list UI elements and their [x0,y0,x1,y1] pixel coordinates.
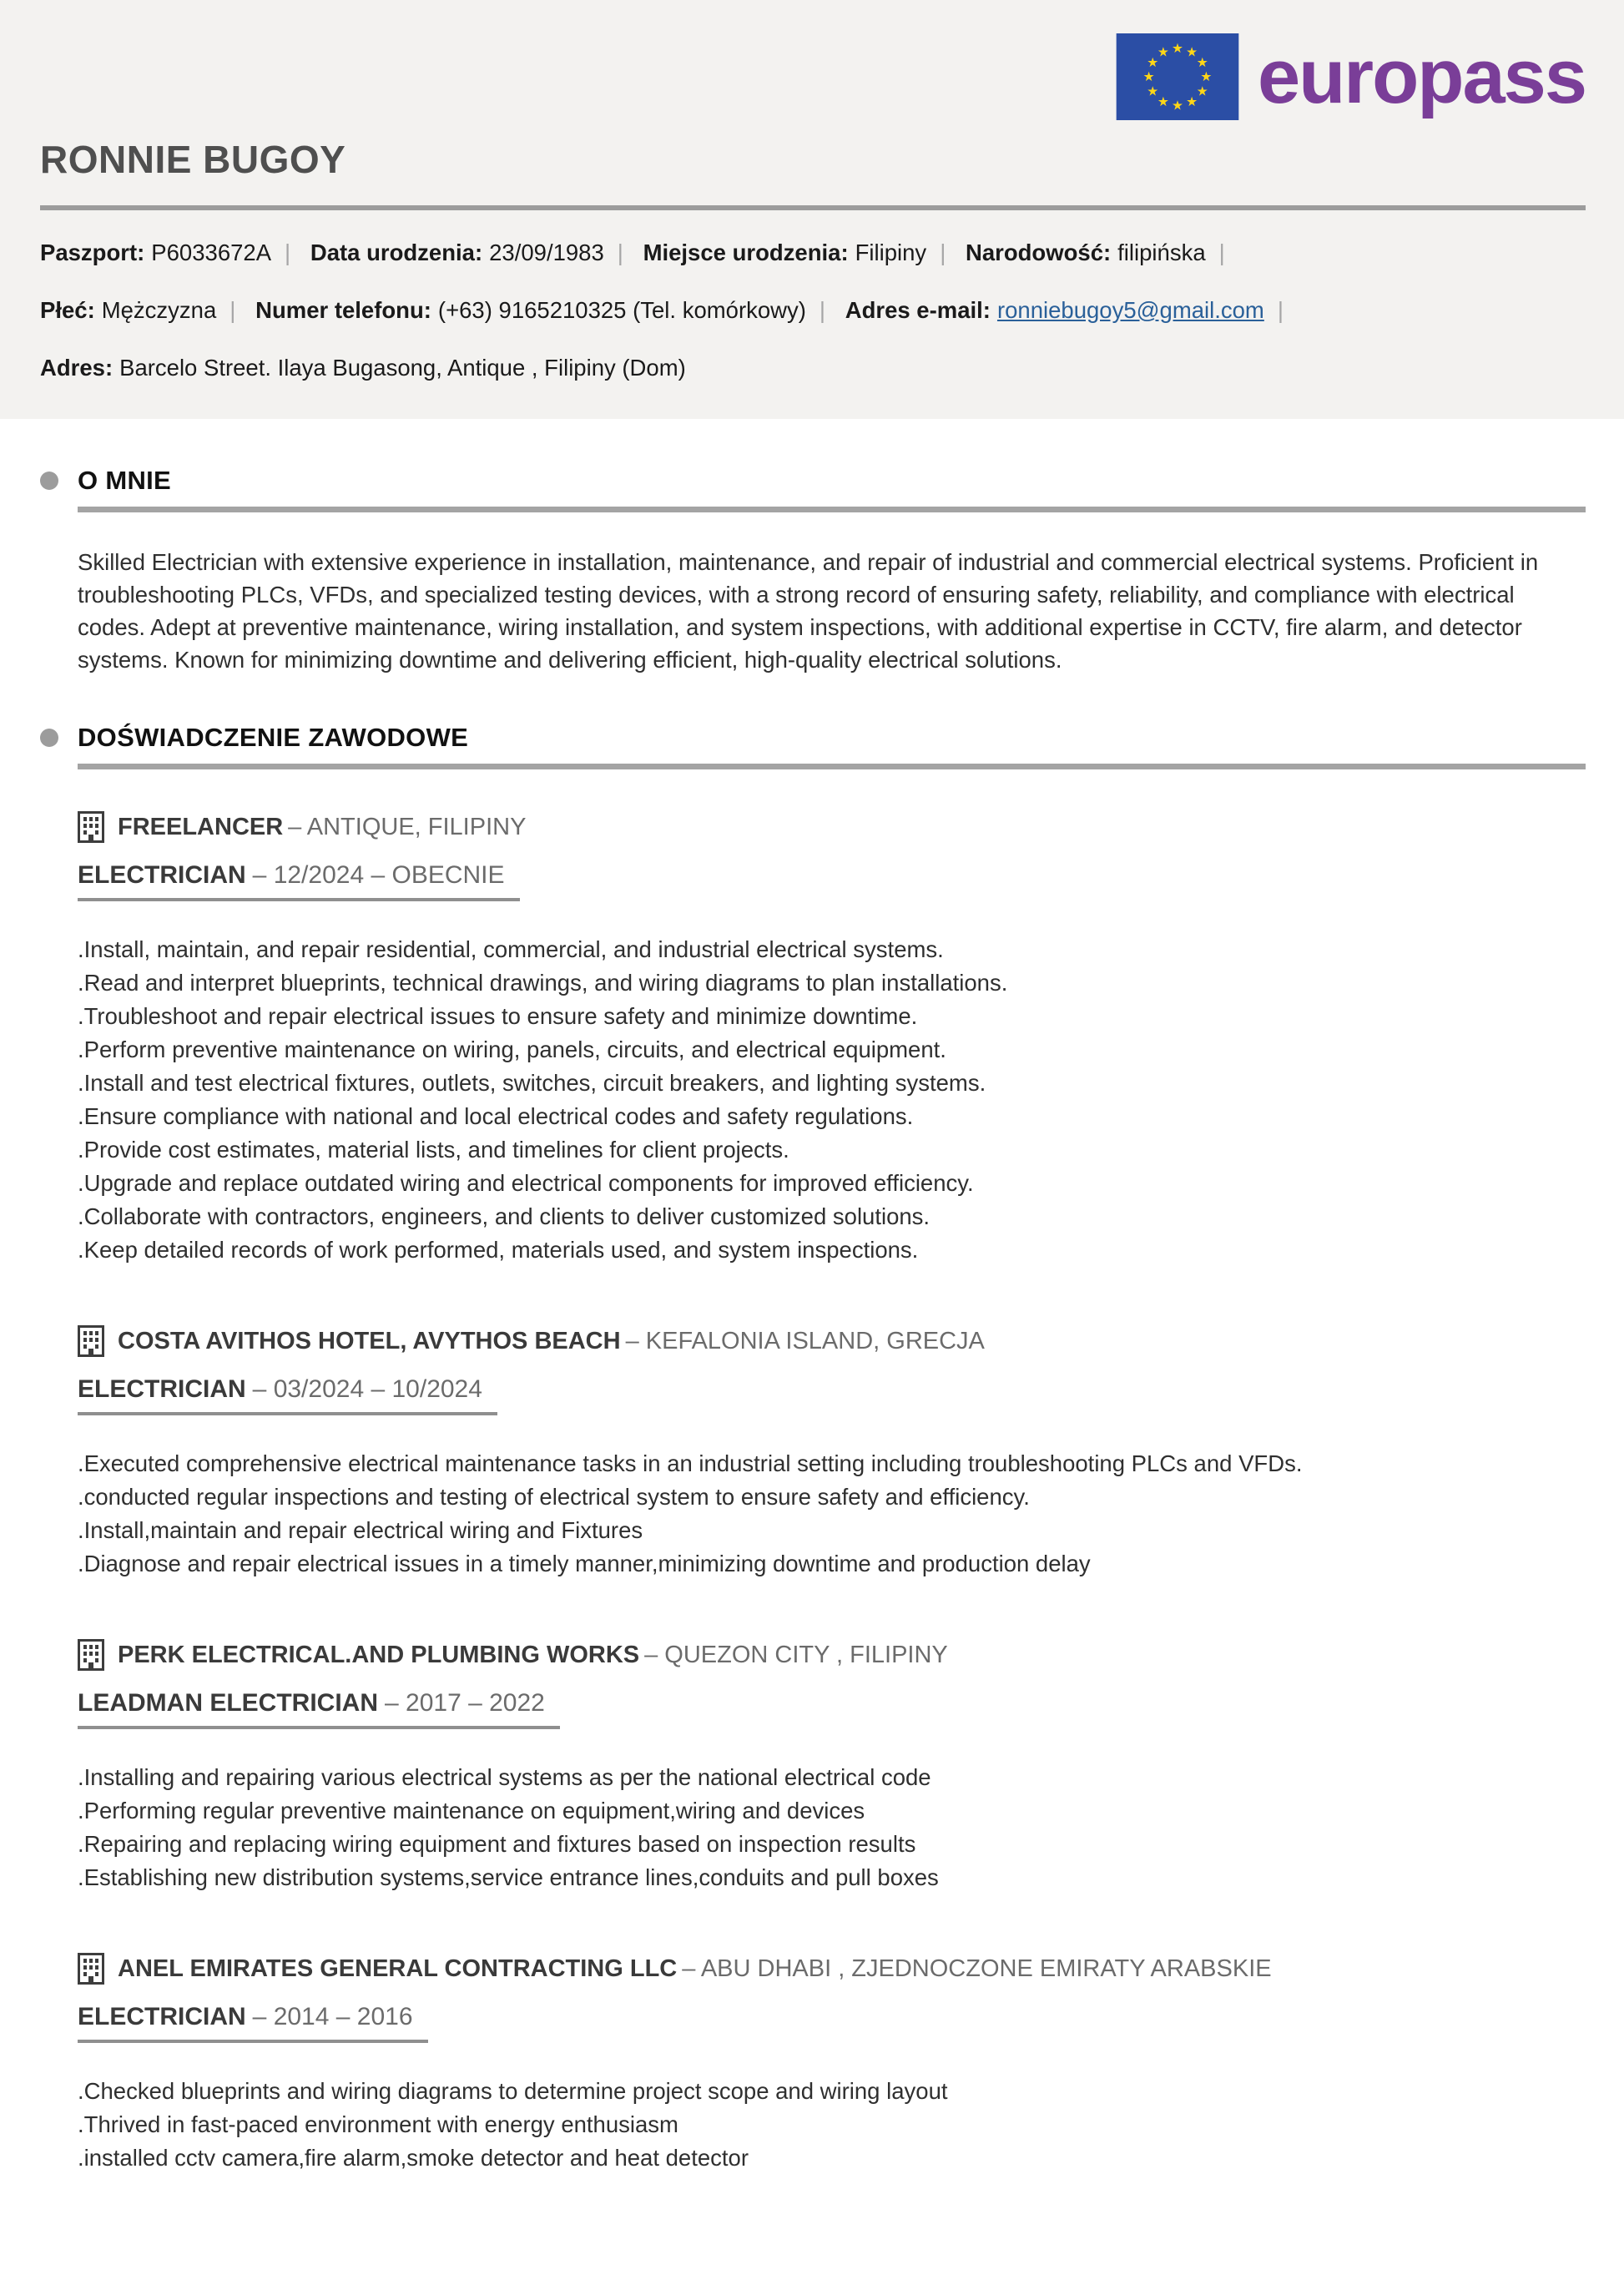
section-head [40,466,1586,496]
company-location: – ANTIQUE, FILIPINY [288,813,527,840]
job-bullet: .Keep detailed records of work performed, materials used, and system inspections. [78,1237,919,1264]
svg-text:★: ★ [1171,98,1183,113]
field-value: filipińska [1117,240,1206,265]
field-label: Narodowość: [965,240,1112,265]
field-value: Barcelo Street. Ilaya Bugasong, Antique , Filipiny (Dom) [119,354,686,381]
job-bullet: .Performing regular preventive maintenance on equipment,wiring and devices [78,1798,865,1824]
section-bullet-icon [40,729,58,747]
job-bullet: .Read and interpret blueprints, technical drawings, and wiring diagrams to plan installations. [78,970,1008,996]
job-entry [78,811,1586,1267]
job-bullet: .Diagnose and repair electrical issues in a timely manner,minimizing downtime and production delay [78,1551,1091,1577]
company-name: PERK ELECTRICAL.AND PLUMBING WORKS [118,1641,640,1668]
job-dates: – 12/2024 – OBECNIE [252,861,505,890]
company-name: COSTA AVITHOS HOTEL, AVYTHOS BEACH [118,1327,621,1354]
job-bullet: .Establishing new distribution systems,service entrance lines,conduits and pull boxes [78,1864,939,1891]
field-separator: | [940,240,946,265]
field-label: Paszport: [40,240,145,265]
job-title: ELECTRICIAN [78,1375,246,1404]
job-bullet: .Thrived in fast-paced environment with energy enthusiasm [78,2111,678,2138]
job-dates: – 2014 – 2016 [252,2003,413,2031]
job-title-line [78,2003,428,2043]
job-bullet: .Install,maintain and repair electrical wiring and Fixtures [78,1517,643,1544]
section-experience [40,723,1586,2175]
field-separator: | [819,296,826,323]
job-bullets [78,933,1586,1267]
job-bullet: .Executed comprehensive electrical maintenance tasks in an industrial setting including troubleshooting PLCs and VFDs. [78,1450,1303,1477]
svg-text:★: ★ [1196,83,1208,99]
svg-text:★: ★ [1171,40,1183,56]
content [0,466,1624,2175]
job-bullet: .Troubleshoot and repair electrical issues to ensure safety and minimize downtime. [78,1003,918,1030]
person-name: RONNIE BUGOY [40,138,346,181]
company-location: – QUEZON CITY , FILIPINY [644,1641,948,1668]
job-bullet: .Collaborate with contractors, engineers, and clients to deliver customized solutions. [78,1203,931,1230]
name-divider [40,205,1586,210]
field-label: Data urodzenia: [310,240,483,265]
job-title-line [78,1689,560,1729]
section-title: DOŚWIADCZENIE ZAWODOWE [78,723,469,753]
building-icon [78,811,104,843]
europass-wordmark: europass [1257,34,1586,119]
field-value: Filipiny [855,240,927,265]
field-separator: | [1277,296,1284,323]
job-bullet: .Install, maintain, and repair residential, commercial, and industrial electrical systems. [78,936,944,963]
eu-flag-icon [1116,33,1239,120]
svg-text:★: ★ [1186,44,1198,60]
job-bullet: .Install and test electrical fixtures, outlets, switches, circuit breakers, and lighting systems. [78,1070,986,1097]
svg-text:★: ★ [1186,93,1198,109]
europass-logo [40,33,1586,120]
svg-text:★: ★ [1157,44,1169,60]
svg-text:★: ★ [1196,55,1208,71]
section-title: O MNIE [78,466,172,496]
personal-info-row [40,238,1586,268]
field-separator: | [1218,240,1225,265]
section-underline [78,507,1586,512]
company-location: – ABU DHABI , ZJEDNOCZONE EMIRATY ARABSKIE [682,1955,1272,1982]
about-paragraph: Skilled Electrician with extensive experience in installation, maintenance, and repair of industrial and commercial electrical systems. Proficient in troubleshooting PLCs, VFDs, and specialized testing devices, with a strong record of ensuring safety, reliability, and compliance with electrical codes. Adept at preventive maintenance, wiring installation, and system inspections, with additional expertise in CCTV, fire alarm, and detector systems. Known for minimizing downtime and delivering efficient, high-quality electrical solutions. [78,549,1539,673]
building-icon [78,1325,104,1357]
svg-text:★: ★ [1147,55,1159,71]
company-name: FREELANCER [118,813,284,840]
section-bullet-icon [40,472,58,490]
job-company-line [78,1953,1586,1985]
svg-text:★: ★ [1147,83,1159,99]
field-label: Miejsce urodzenia: [643,240,849,265]
job-company-line [78,1325,1586,1357]
job-entry [78,1639,1586,1894]
job-bullet: .conducted regular inspections and testing of electrical system to ensure safety and efficiency. [78,1484,1030,1511]
section-about [40,466,1586,676]
field-value: 23/09/1983 [489,240,604,265]
company-name: ANEL EMIRATES GENERAL CONTRACTING LLC [118,1955,678,1982]
job-bullet: .Repairing and replacing wiring equipment and fixtures based on inspection results [78,1831,916,1858]
job-bullet: .Upgrade and replace outdated wiring and electrical components for improved efficiency. [78,1170,974,1197]
job-dates: – 2017 – 2022 [385,1689,545,1717]
building-icon [78,1639,104,1671]
job-title: LEADMAN ELECTRICIAN [78,1689,378,1717]
field-separator: | [617,240,623,265]
field-separator: | [229,296,236,323]
job-company-line [78,811,1586,843]
field-label: Numer telefonu: [255,296,431,323]
personal-info-row [40,353,1586,383]
job-title-line [78,861,520,901]
job-bullet: .installed cctv camera,fire alarm,smoke detector and heat detector [78,2145,749,2171]
svg-text:★: ★ [1142,69,1155,85]
personal-info-row [40,295,1586,325]
job-company-line [78,1639,1586,1671]
section-head [40,723,1586,753]
svg-text:★: ★ [1200,69,1213,85]
field-value: (+63) 9165210325 (Tel. komórkowy) [437,296,806,323]
svg-text:★: ★ [1157,93,1169,109]
job-bullets [78,1761,1586,1894]
job-bullet: .Installing and repairing various electrical systems as per the national electrical code [78,1764,931,1791]
email-link[interactable]: ronniebugoy5@gmail.com [996,296,1264,323]
building-icon [78,1953,104,1985]
field-label: Adres: [40,354,113,381]
job-bullets [78,1447,1586,1581]
job-bullets [78,2075,1586,2175]
job-dates: – 03/2024 – 10/2024 [252,1375,482,1404]
header [0,0,1624,419]
company-location: – KEFALONIA ISLAND, GRECJA [625,1327,985,1354]
field-label: Płeć: [40,296,95,323]
field-value: Mężczyzna [101,296,217,323]
job-bullet: .Provide cost estimates, material lists, and timelines for client projects. [78,1137,789,1163]
job-title-line [78,1375,497,1415]
job-bullet: .Perform preventive maintenance on wiring, panels, circuits, and electrical equipment. [78,1037,946,1063]
job-entry [78,1325,1586,1581]
job-bullet: .Ensure compliance with national and local electrical codes and safety regulations. [78,1103,914,1130]
job-bullet: .Checked blueprints and wiring diagrams to determine project scope and wiring layout [78,2078,948,2105]
field-label: Adres e-mail: [845,296,991,323]
field-value: P6033672A [151,240,272,265]
section-underline [78,764,1586,769]
job-title: ELECTRICIAN [78,861,246,890]
job-title: ELECTRICIAN [78,2003,246,2031]
field-separator: | [285,240,291,265]
job-entry [78,1953,1586,2175]
